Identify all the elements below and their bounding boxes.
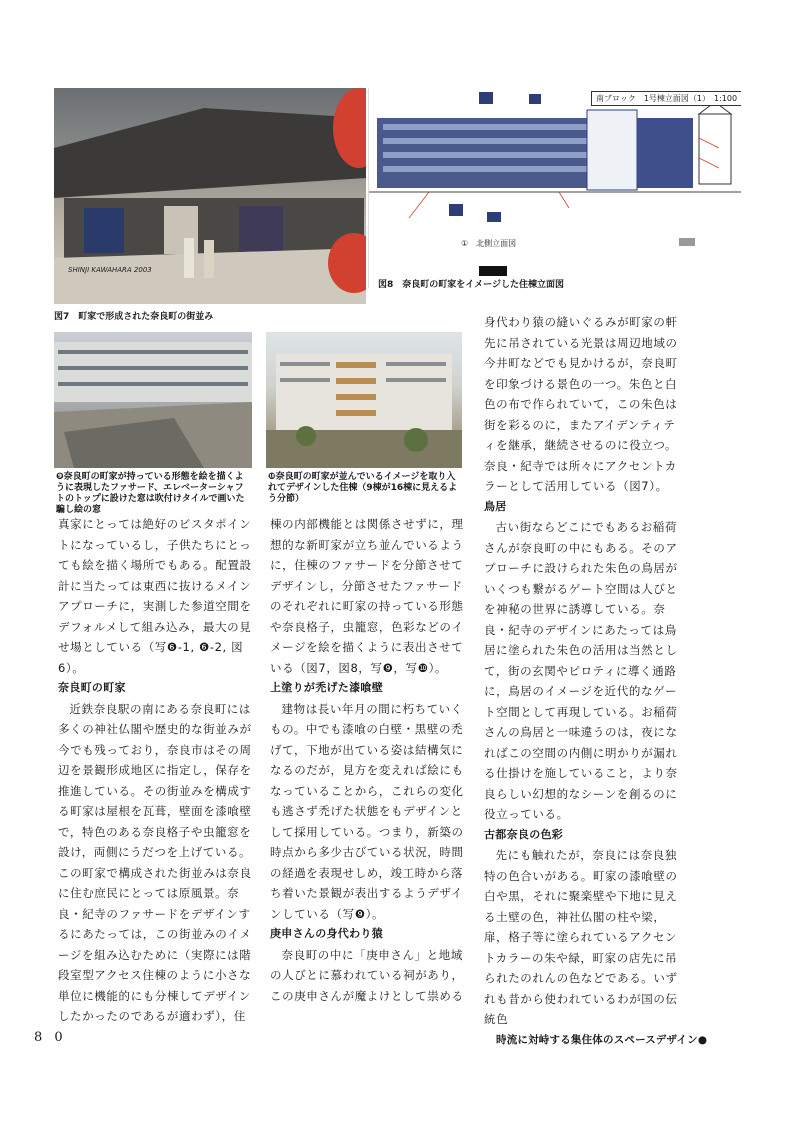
elevation-drawing [369,88,741,288]
paragraph: 奈良町の中に「庚申さん」と地域の人びとに慕われている祠があり，この庚申さんが魔よけとして祟める [270,947,464,1003]
paragraph: 真家にとっては絶好のビスタポイントになっているし，子供たちにとっても絵を描く場所でもある。配置設計に当たっては東西に抜けるメインアプローチに，実測した参道空間をデフォルメして組み込み，最大の見せ場としている（写❻-1, ❻-2, 図6）。 [58,517,252,675]
paragraph: 古い街ならどこにでもあるお稲荷さんが奈良町の中にもある。そのアプローチに設けられた朱色の鳥居がいくつも繋がるゲート空間は人びとを神秘の世界に誘導している。奈良・紀寺のデザインにあたっては鳥居に塗られた朱色の活用は当然として，街の玄関やピロティに導く通路に，鳥居のイメージを近代的なゲート空間として再現している。お稲荷さんの鳥居と一味違うのは，夜になればこの空間の内側に明かりが漏れる仕掛けを施していること，より奈良らしい幻想的なシーンを創るのに役立っている。 [484,520,678,821]
elevation-title: 南ブロック 1号棟立面図（1） 1:100 [591,91,741,106]
photo-10-caption: ❿奈良町の町家が並んでいるイメージを取り入れてデザインした住棟（9棟が16棟に見えるよう分節） [268,472,458,504]
section-heading: 上塗りが禿げた漆喰壁 [270,681,383,694]
paragraph: 棟の内部機能とは関係させずに，理想的な新町家が立ち並んでいるように，住棟のファサードを分節させてデザインし，分節させたファサードのそれぞれに町家の持っている形態や奈良格子，虫籠窓，色彩などのイメージを絵を描くように表出させている（図7，図8，写❾，写❿）。 [270,517,464,675]
photo-9-caption: ❾奈良町の町家が持っている形態を絵を描くように表現したファサード、エレベーターシャフトのトップに設けた窓は吹付けタイルで画いた騙し絵の窓 [56,472,245,515]
paragraph: 先にも触れたが，奈良には奈良独特の色合いがある。町家の漆喰壁の白や黒，それに聚楽壁や下地に見える土壁の色，神社仏閣の柱や梁，扉，格子等に塗られているアクセントカラーの朱や緑，町家の店先に吊られたのれんの色などである。いずれも昔から使われているわが国の伝統色 [484,848,678,1026]
figure-7-sketch [54,88,366,304]
sketch-signature: SHINJI KAWAHARA 2003 [68,266,152,274]
figure-8-caption: 図8 奈良町の町家をイメージした住棟立面図 [378,280,564,290]
page-number: 8 0 [34,1030,67,1045]
text-column-3 [484,312,680,1030]
facade-photo [54,332,252,468]
running-title: 時流に対峙する集住体のスペースデザイン● [496,1034,708,1046]
housing-block-photo [266,332,462,468]
text-column-2 [270,514,466,1006]
photo-9 [54,332,252,468]
photo-10 [266,332,462,468]
elevation-sublabel: ① 北側立面図 [461,239,517,248]
section-heading: 庚申さんの身代わり猿 [270,927,383,940]
figure-7-caption: 図7 町家で形成された奈良町の街並み [54,312,214,322]
figure-8-elevation [368,88,741,288]
section-heading: 鳥居 [484,499,507,513]
section-heading: 古都奈良の色彩 [484,827,564,841]
section-heading: 奈良町の町家 [58,681,126,694]
paragraph: 近鉄奈良駅の南にある奈良町には多くの神社仏閣や歴史的な街並みが今でも残っており，奈良市はその周辺を景観形成地区に指定し，保存を推進している。その街並みを構成する町家は屋根を瓦葺，壁面を漆喰壁で，特色のある奈良格子や虫籠窓を設け，両側にうだつを上げている。この町家で構成された街並みは奈良に住む庶民にとっては原風景。奈良・紀寺のファサードをデザインするにあたっては，この街並みのイメージを組み込むために（実際には階段室型アクセス住棟のように小さな単位に機能的にも分棟してデザインしたかったのであるが適わず），住 [58,701,252,1023]
paragraph: 建物は長い年月の間に朽ちていくもの。中でも漆喰の白壁・黒壁の禿げて，下地が出ている姿は結構気になるのだが，見方を変えれば絵にもなっていることから，これらの変化も逃さず禿げた状態をもデザインとして採用している。つまり，新築の時点から多少古びている状況，時間の経過を表現せしめ，竣工時から落ち着いた景観が表出するようデザインしている（写❾）。 [270,701,464,921]
paragraph: 身代わり猿の縫いぐるみが町家の軒先に吊されている光景は周辺地域の今井町などでも見かけるが，奈良町を印象づける景色の一つ。朱色と白色の布で作られていて，この朱色は街を彩るのに，またアイデンティティを継承，継続させるのに役立つ。奈良・紀寺では所々にアクセントカラーとして活用している（図7）。 [484,315,678,493]
text-column-1 [58,514,254,1027]
